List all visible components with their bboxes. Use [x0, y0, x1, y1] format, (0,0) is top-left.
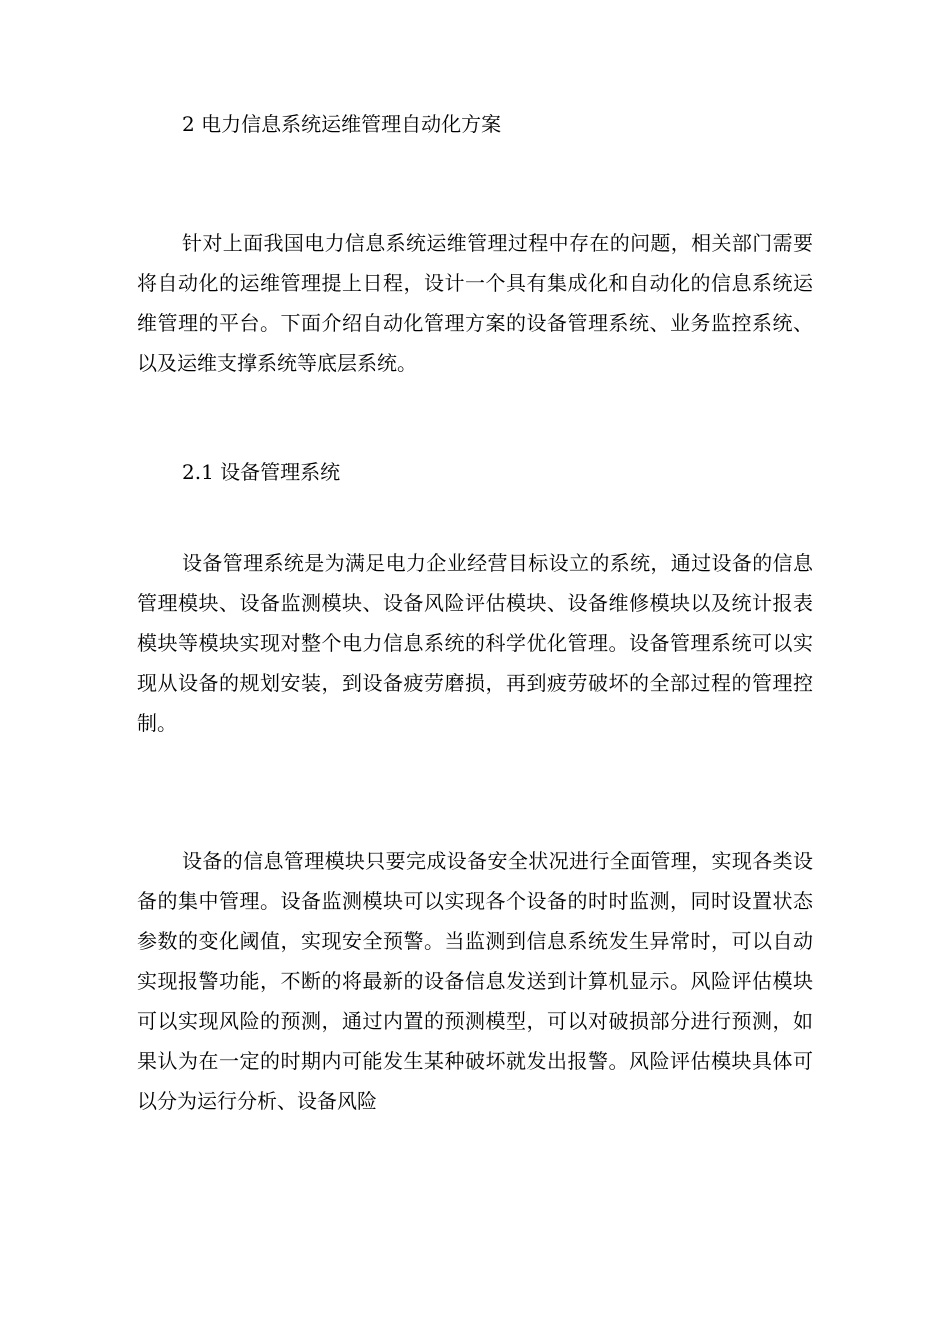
paragraph-intro: 针对上面我国电力信息系统运维管理过程中存在的问题，相关部门需要将自动化的运维管理提上日程，设计一个具有集成化和自动化的信息系统运维管理的平台。下面介绍自动化管理方案的设备管理系统、业务监控系统、以及运维支撑系统等底层系统。	[137, 231, 813, 375]
section-heading-2-1: 2.1 设备管理系统	[182, 460, 341, 484]
paragraph-modules: 设备的信息管理模块只要完成设备安全状况进行全面管理，实现各类设备的集中管理。设备监测模块可以实现各个设备的时时监测，同时设置状态参数的变化阈值，实现安全预警。当监测到信息系统发生异常时，可以自动实现报警功能，不断的将最新的设备信息发送到计算机显示。风险评估模块可以实现风险的预测，通过内置的预测模型，可以对破损部分进行预测，如果认为在一定的时期内可能发生某种破坏就发出报警。风险评估模块具体可以分为运行分析、设备风险	[137, 849, 813, 1113]
paragraph-device-management: 设备管理系统是为满足电力企业经营目标设立的系统，通过设备的信息管理模块、设备监测模块、设备风险评估模块、设备维修模块以及统计报表模块等模块实现对整个电力信息系统的科学优化管理。设备管理系统可以实现从设备的规划安装，到设备疲劳磨损，再到疲劳破坏的全部过程的管理控制。	[137, 551, 813, 735]
section-heading-2: 2 电力信息系统运维管理自动化方案	[182, 112, 502, 136]
